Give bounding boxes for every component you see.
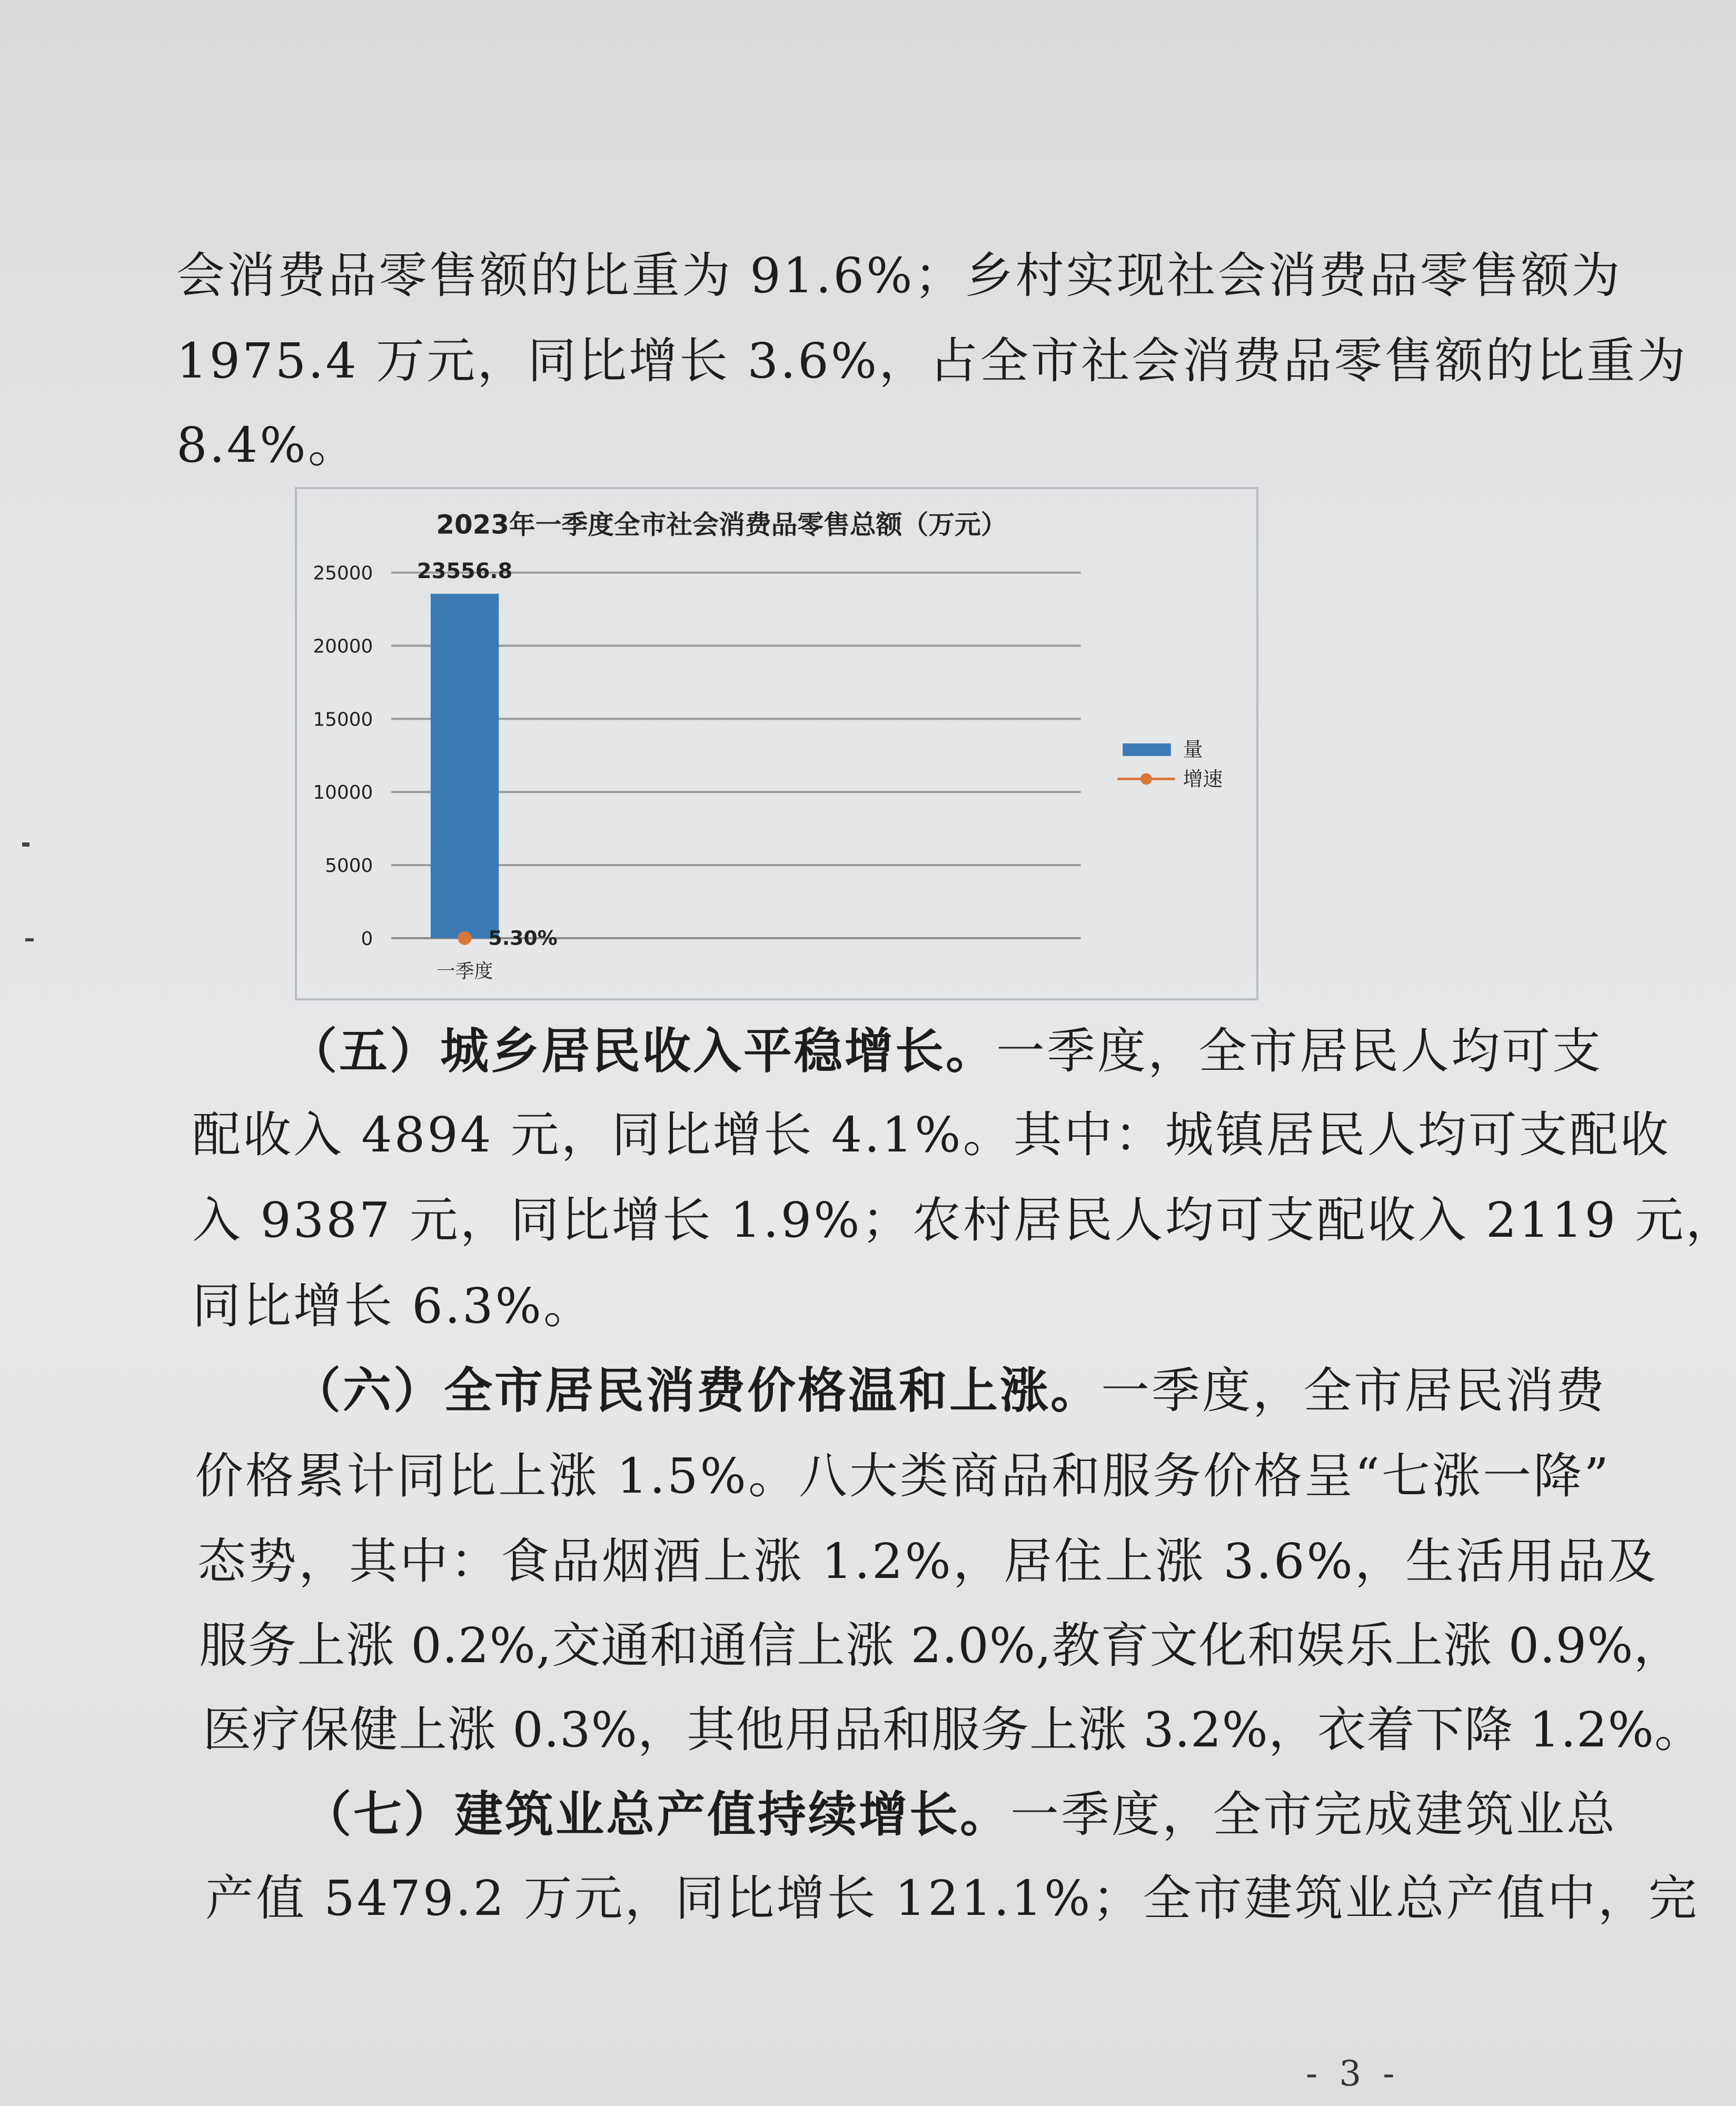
chart-svg: [297, 489, 1256, 998]
section6-line1: [292, 1362, 1607, 1419]
y-tick-label: 15000: [313, 709, 373, 731]
section6-text: 一季度，全市居民消费: [1101, 1363, 1607, 1419]
section7-line2: 产值 5479.2 万元，同比增长 121.1%；全市建筑业总产值中，完: [205, 1870, 1699, 1926]
x-tick-label: 一季度: [436, 960, 493, 982]
y-tick-label: 25000: [313, 562, 373, 584]
y-tick-label: 20000: [313, 635, 373, 658]
y-tick-label: 10000: [313, 782, 373, 804]
bar-data-label: 23556.8: [416, 559, 513, 583]
para1-line1: 会消费品零售额的比重为 91.6%；乡村实现社会消费品零售额为: [176, 247, 1622, 304]
section6-line5: 医疗保健上涨 0.3%，其他用品和服务上涨 3.2%，衣着下降 1.2%。: [203, 1702, 1703, 1758]
legend-label-volume: 量: [1183, 737, 1203, 761]
section5-line3: 入 9387 元，同比增长 1.9%；农村居民人均可支配收入 2119 元，: [192, 1192, 1736, 1248]
section6-line2: 价格累计同比上涨 1.5%。八大类商品和服务价格呈“七涨一降”: [195, 1448, 1611, 1504]
y-tick-label: 0: [361, 928, 373, 950]
scan-mark: [25, 938, 34, 941]
y-tick-label: 5000: [325, 855, 373, 877]
scan-mark: [22, 842, 29, 847]
section7-heading: （七）建筑业总产值持续增长。: [303, 1786, 1011, 1843]
growth-data-label: 5.30%: [488, 926, 558, 950]
section6-line4: 服务上涨 0.2%,交通和通信上涨 2.0%,教育文化和娱乐上涨 0.9%，: [199, 1617, 1683, 1674]
section7-text: 一季度，全市完成建筑业总: [1010, 1786, 1618, 1843]
section6-heading: （六）全市居民消费价格温和上涨。: [292, 1362, 1102, 1419]
legend-marker-growth: [1140, 773, 1152, 785]
retail-sales-chart: [295, 487, 1258, 1000]
chart-y-ticks: [313, 563, 373, 950]
chart-legend: [1117, 738, 1223, 790]
section7-line1: [303, 1786, 1618, 1843]
section6-line3: 态势，其中：食品烟酒上涨 1.2%，居住上涨 3.6%，生活用品及: [197, 1533, 1658, 1590]
growth-point: [458, 931, 472, 945]
chart-bars: [417, 559, 512, 938]
para1-line2: 1975.4 万元，同比增长 3.6%，占全市社会消费品零售额的比重为: [176, 333, 1688, 389]
section5-heading: （五）城乡居民收入平稳增长。: [289, 1022, 997, 1079]
section5-line1: [289, 1022, 1603, 1079]
chart-title: 2023年一季度全市社会消费品零售总额（万元）: [436, 509, 1007, 540]
page-number: - 3 -: [1306, 2053, 1400, 2094]
section5-text: 一季度，全市居民人均可支: [996, 1023, 1603, 1079]
legend-label-growth: 增速: [1183, 767, 1223, 791]
legend-swatch-volume: [1123, 743, 1171, 756]
bar: [431, 594, 499, 938]
section5-line2: 配收入 4894 元，同比增长 4.1%。其中：城镇居民人均可支配收: [192, 1107, 1671, 1163]
para1-line3: 8.4%。: [176, 417, 359, 473]
section5-line4: 同比增长 6.3%。: [192, 1278, 594, 1334]
